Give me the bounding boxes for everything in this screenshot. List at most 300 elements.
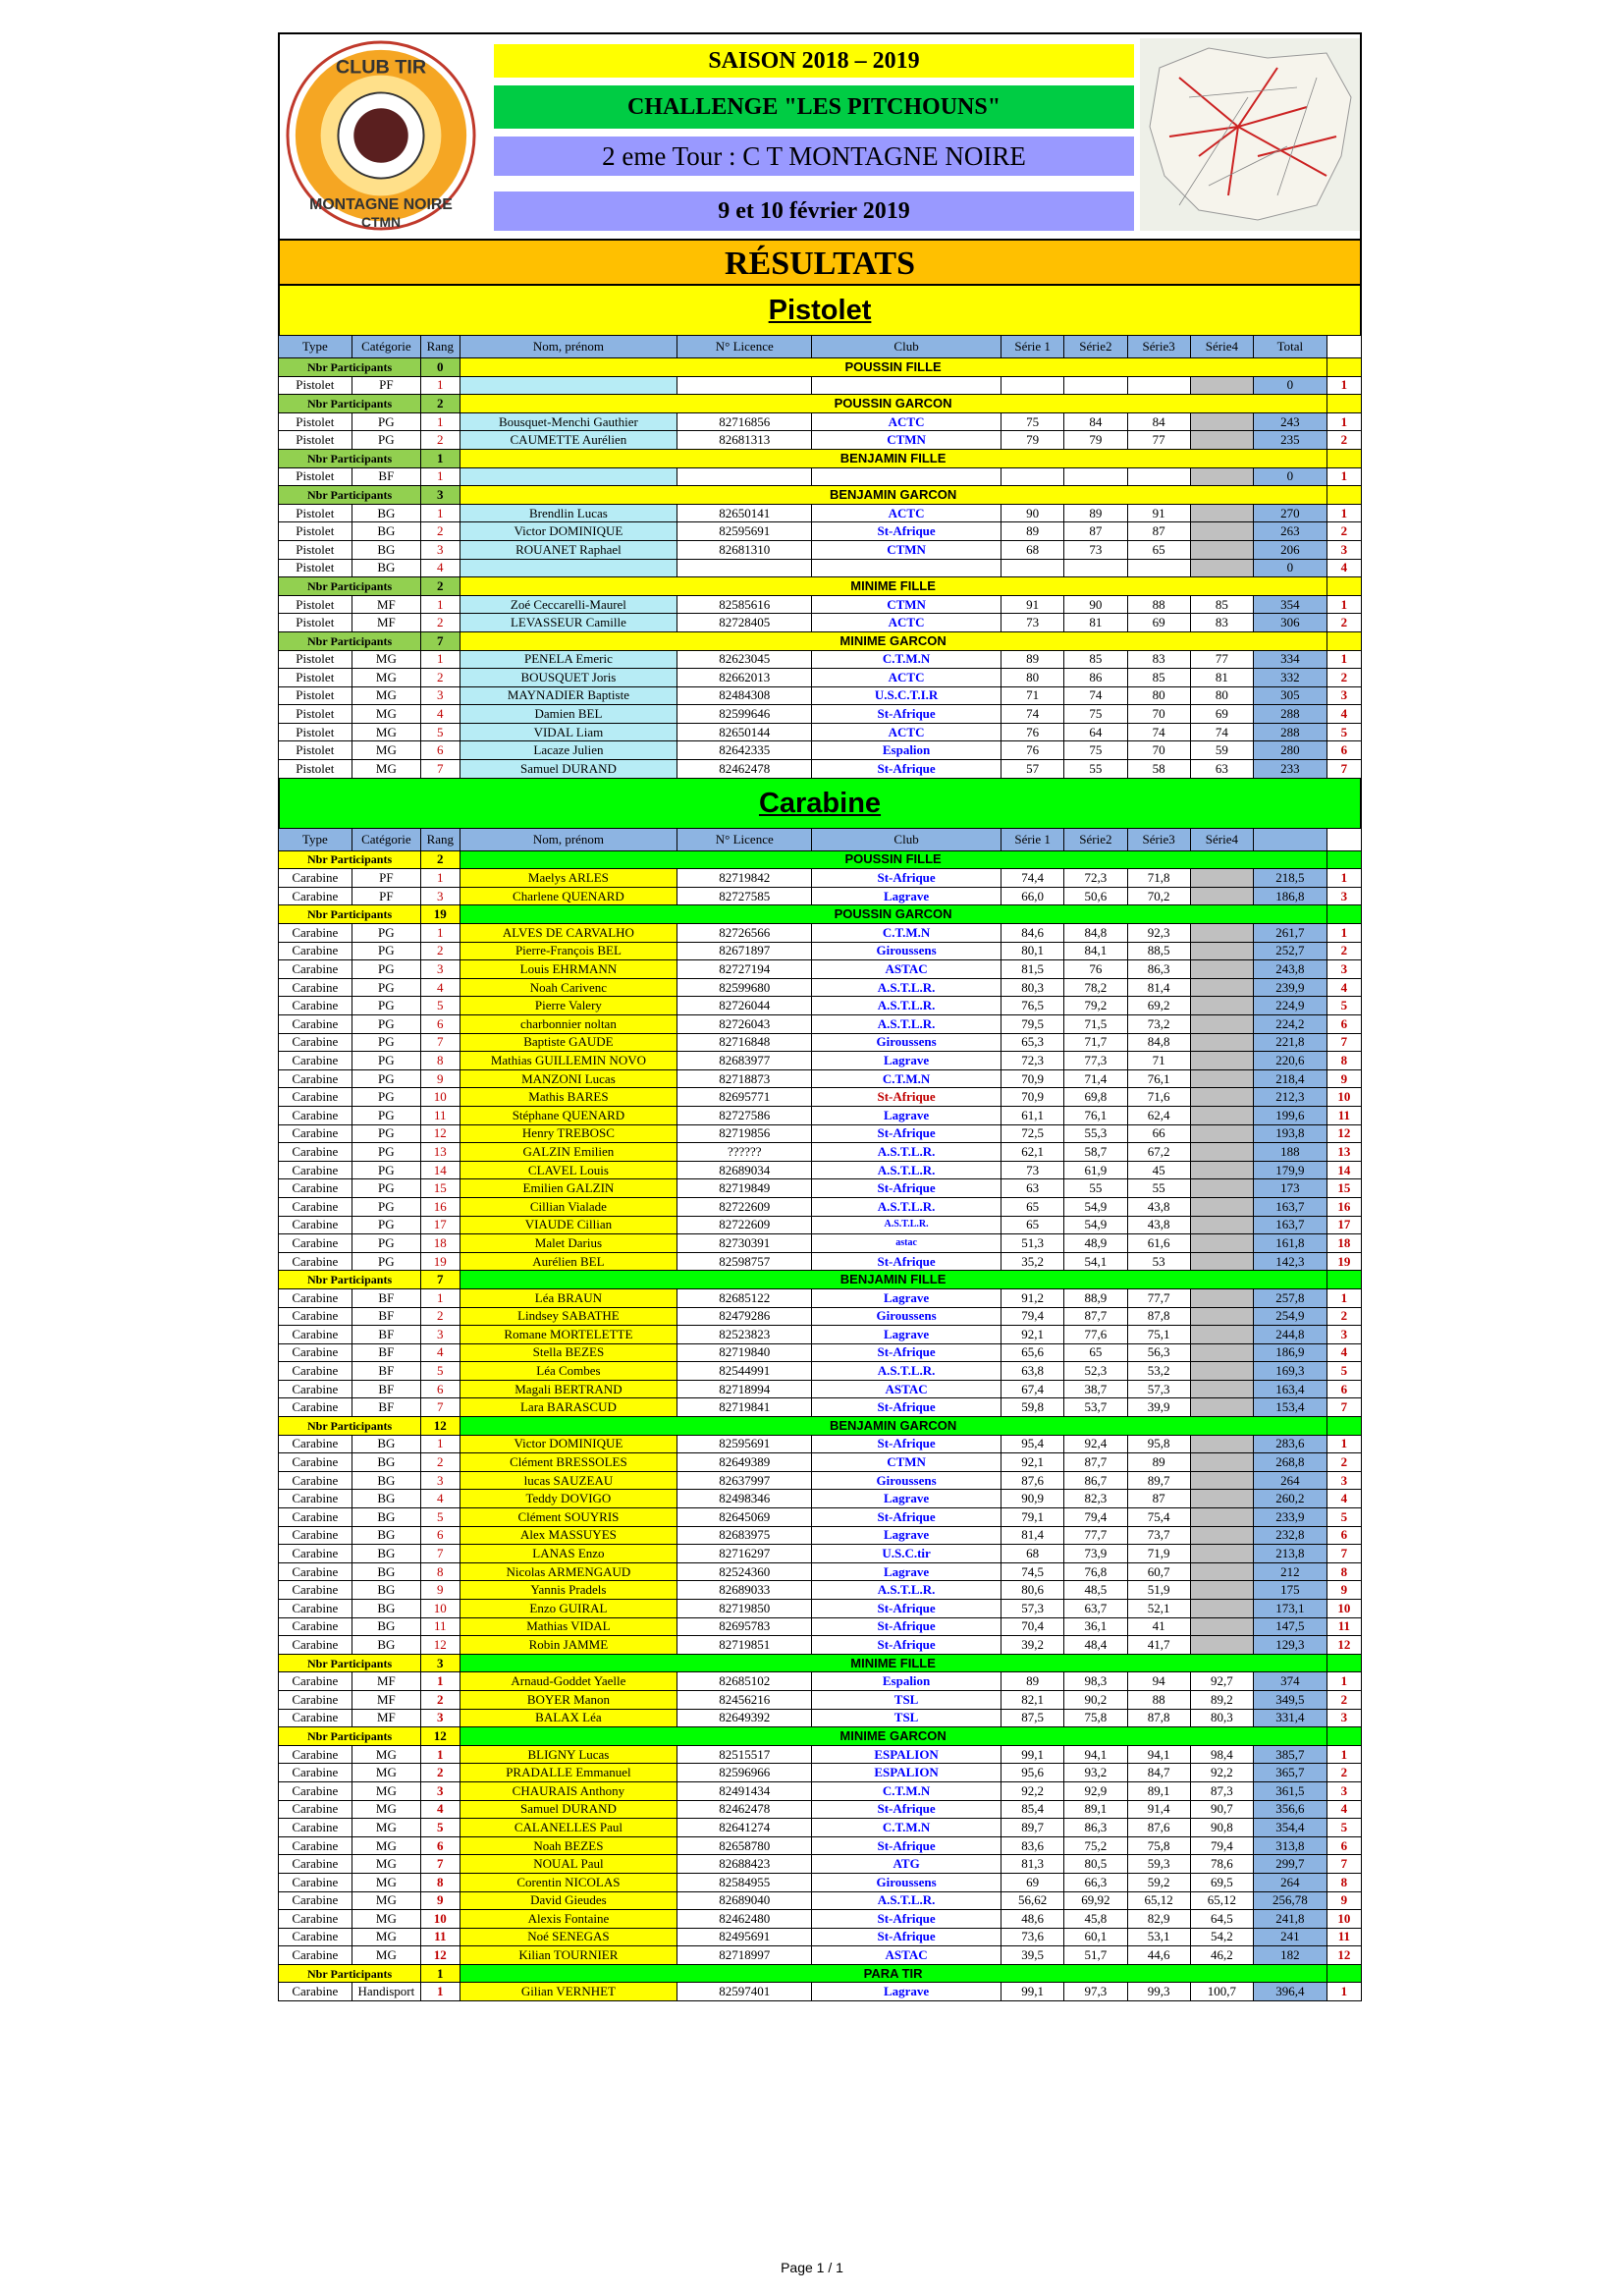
series-1-cell: 71 — [1001, 686, 1063, 705]
total-cell: 199,6 — [1254, 1106, 1327, 1124]
series-3-cell: 88 — [1127, 595, 1190, 614]
total-cell: 241,8 — [1254, 1910, 1327, 1929]
category-cell: BG — [352, 1471, 420, 1490]
category-cell: BG — [352, 1562, 420, 1581]
series-2-cell: 54,9 — [1064, 1216, 1127, 1234]
name-cell: Noé SENEGAS — [460, 1928, 677, 1946]
name-cell: Mathis BARES — [460, 1088, 677, 1107]
series-4-cell — [1190, 540, 1253, 559]
place-cell: 3 — [1326, 1471, 1361, 1490]
rank-cell: 7 — [421, 1855, 460, 1874]
result-row — [279, 1490, 1362, 1508]
place-cell: 7 — [1326, 1855, 1361, 1874]
rank-cell: 4 — [421, 1800, 460, 1819]
series-3-cell: 87,8 — [1127, 1709, 1190, 1727]
type-cell: Carabine — [279, 1490, 352, 1508]
club-logo — [284, 38, 478, 233]
rank-cell: 9 — [421, 1891, 460, 1910]
licence-cell: 82726044 — [677, 997, 812, 1015]
series-1-cell: 63,8 — [1001, 1362, 1063, 1381]
rank-cell: 11 — [421, 1106, 460, 1124]
rank-cell: 8 — [421, 1562, 460, 1581]
category-row — [279, 1727, 1362, 1746]
result-row — [279, 1307, 1362, 1326]
rank-cell: 1 — [421, 1983, 460, 2001]
place-cell: 1 — [1326, 1672, 1361, 1691]
rank-cell: 1 — [421, 924, 460, 943]
type-cell: Carabine — [279, 1179, 352, 1198]
series-3-cell: 84,8 — [1127, 1033, 1190, 1052]
column-header: Club — [812, 336, 1001, 358]
result-row — [279, 1709, 1362, 1727]
club-cell: St-Afrique — [812, 1088, 1001, 1107]
category-cell: PG — [352, 924, 420, 943]
series-3-cell: 59,3 — [1127, 1855, 1190, 1874]
category-fill — [1326, 1727, 1361, 1746]
name-cell: CAUMETTE Aurélien — [460, 431, 677, 450]
type-cell: Carabine — [279, 1526, 352, 1545]
column-header — [1326, 336, 1361, 358]
category-fill — [1326, 850, 1361, 869]
category-cell: PG — [352, 1052, 420, 1070]
type-cell: Pistolet — [279, 522, 352, 541]
column-header — [1254, 828, 1327, 850]
series-4-cell — [1190, 960, 1253, 979]
series-1-cell: 73,6 — [1001, 1928, 1063, 1946]
rank-cell: 5 — [421, 1508, 460, 1527]
total-cell: 193,8 — [1254, 1124, 1327, 1143]
total-cell: 288 — [1254, 705, 1327, 724]
rank-cell: 11 — [421, 1928, 460, 1946]
name-cell: ALVES DE CARVALHO — [460, 924, 677, 943]
type-cell: Carabine — [279, 1891, 352, 1910]
licence-cell: 82491434 — [677, 1781, 812, 1800]
series-1-cell: 84,6 — [1001, 924, 1063, 943]
licence-cell: 82730391 — [677, 1234, 812, 1253]
rank-cell: 17 — [421, 1216, 460, 1234]
series-1-cell: 73 — [1001, 614, 1063, 632]
series-4-cell — [1190, 1435, 1253, 1453]
total-cell: 361,5 — [1254, 1781, 1327, 1800]
name-cell: Mathias VIDAL — [460, 1617, 677, 1636]
series-3-cell: 71 — [1127, 1052, 1190, 1070]
total-cell: 396,4 — [1254, 1983, 1327, 2001]
series-1-cell: 79 — [1001, 431, 1063, 450]
place-cell: 2 — [1326, 1764, 1361, 1782]
category-fill — [1326, 905, 1361, 924]
name-cell: Alex MASSUYES — [460, 1526, 677, 1545]
series-3-cell: 94,1 — [1127, 1745, 1190, 1764]
name-cell: Malet Darius — [460, 1234, 677, 1253]
name-cell: Victor DOMINIQUE — [460, 522, 677, 541]
club-cell: St-Afrique — [812, 760, 1001, 779]
series-2-cell: 52,3 — [1064, 1362, 1127, 1381]
series-2-cell: 86,3 — [1064, 1819, 1127, 1837]
place-cell: 12 — [1326, 1946, 1361, 1965]
series-3-cell: 56,3 — [1127, 1343, 1190, 1362]
column-header: Catégorie — [352, 336, 420, 358]
place-cell: 5 — [1326, 1819, 1361, 1837]
category-cell: PG — [352, 431, 420, 450]
total-cell: 186,9 — [1254, 1343, 1327, 1362]
series-2-cell: 86 — [1064, 669, 1127, 687]
name-cell: Enzo GUIRAL — [460, 1600, 677, 1618]
type-cell: Carabine — [279, 1636, 352, 1655]
licence-cell: 82728405 — [677, 614, 812, 632]
column-header: Catégorie — [352, 828, 420, 850]
series-1-cell: 95,4 — [1001, 1435, 1063, 1453]
name-cell: Noah Carivenc — [460, 978, 677, 997]
licence-cell: 82688423 — [677, 1855, 812, 1874]
type-cell: Pistolet — [279, 559, 352, 577]
type-cell: Carabine — [279, 997, 352, 1015]
series-1-cell: 68 — [1001, 1545, 1063, 1563]
series-1-cell: 35,2 — [1001, 1252, 1063, 1271]
licence-cell: 82595691 — [677, 522, 812, 541]
results-sheet — [278, 32, 1362, 2001]
series-4-cell: 85 — [1190, 595, 1253, 614]
type-cell: Pistolet — [279, 760, 352, 779]
series-3-cell: 45 — [1127, 1161, 1190, 1179]
club-cell: Giroussens — [812, 1873, 1001, 1891]
series-2-cell: 82,3 — [1064, 1490, 1127, 1508]
series-4-cell — [1190, 1326, 1253, 1344]
series-3-cell: 88 — [1127, 1690, 1190, 1709]
licence-cell: 82599680 — [677, 978, 812, 997]
series-4-cell — [1190, 522, 1253, 541]
rank-cell: 15 — [421, 1179, 460, 1198]
series-2-cell: 92,9 — [1064, 1781, 1127, 1800]
club-cell: A.S.T.L.R. — [812, 1362, 1001, 1381]
total-cell: 260,2 — [1254, 1490, 1327, 1508]
total-cell: 257,8 — [1254, 1288, 1327, 1307]
series-4-cell — [1190, 1161, 1253, 1179]
series-1-cell: 99,1 — [1001, 1983, 1063, 2001]
category-cell: BG — [352, 1508, 420, 1527]
series-3-cell: 94 — [1127, 1672, 1190, 1691]
column-header: N° Licence — [677, 828, 812, 850]
series-4-cell: 92,2 — [1190, 1764, 1253, 1782]
series-4-cell: 59 — [1190, 741, 1253, 760]
licence-cell: 82716856 — [677, 412, 812, 431]
club-cell: A.S.T.L.R. — [812, 1161, 1001, 1179]
type-cell: Carabine — [279, 1143, 352, 1162]
name-cell: Aurélien BEL — [460, 1252, 677, 1271]
club-cell: A.S.T.L.R. — [812, 1143, 1001, 1162]
category-name: MINIME GARCON — [460, 631, 1326, 650]
total-cell: 224,2 — [1254, 1015, 1327, 1034]
total-cell: 256,78 — [1254, 1891, 1327, 1910]
series-4-cell — [1190, 1234, 1253, 1253]
series-1-cell: 66,0 — [1001, 887, 1063, 905]
place-cell: 4 — [1326, 705, 1361, 724]
club-cell: A.S.T.L.R. — [812, 1216, 1001, 1234]
licence-cell: 82719841 — [677, 1398, 812, 1417]
series-2-cell: 93,2 — [1064, 1764, 1127, 1782]
result-row — [279, 1600, 1362, 1618]
series-2-cell: 74 — [1064, 686, 1127, 705]
logo-bottom-text: MONTAGNE NOIRE — [309, 196, 453, 214]
name-cell: Romane MORTELETTE — [460, 1326, 677, 1344]
series-3-cell: 87,6 — [1127, 1819, 1190, 1837]
place-cell: 1 — [1326, 595, 1361, 614]
licence-cell: 82642335 — [677, 741, 812, 760]
type-cell: Carabine — [279, 1052, 352, 1070]
place-cell: 7 — [1326, 760, 1361, 779]
result-row — [279, 1690, 1362, 1709]
result-row — [279, 376, 1362, 395]
total-cell: 153,4 — [1254, 1398, 1327, 1417]
rank-cell: 7 — [421, 1033, 460, 1052]
club-cell: CTMN — [812, 1453, 1001, 1472]
column-header: N° Licence — [677, 336, 812, 358]
type-cell: Carabine — [279, 1069, 352, 1088]
rank-cell: 3 — [421, 1781, 460, 1800]
type-cell: Carabine — [279, 1398, 352, 1417]
licence-cell: 82726566 — [677, 924, 812, 943]
series-3-cell: 62,4 — [1127, 1106, 1190, 1124]
participants-label: Nbr Participants — [279, 631, 421, 650]
series-2-cell: 55 — [1064, 760, 1127, 779]
category-cell: PG — [352, 1015, 420, 1034]
rank-cell: 2 — [421, 1453, 460, 1472]
total-cell: 263 — [1254, 522, 1327, 541]
series-1-cell — [1001, 376, 1063, 395]
rank-cell: 1 — [421, 1745, 460, 1764]
series-1-cell: 68 — [1001, 540, 1063, 559]
name-cell: Charlene QUENARD — [460, 887, 677, 905]
name-cell: BOYER Manon — [460, 1690, 677, 1709]
name-cell: Léa Combes — [460, 1362, 677, 1381]
type-cell: Carabine — [279, 1672, 352, 1691]
series-2-cell: 73 — [1064, 540, 1127, 559]
type-cell: Pistolet — [279, 467, 352, 486]
category-cell: PG — [352, 1234, 420, 1253]
licence-cell: 82650144 — [677, 723, 812, 741]
column-header: Total — [1254, 336, 1327, 358]
participants-label: Nbr Participants — [279, 486, 421, 505]
total-cell: 264 — [1254, 1471, 1327, 1490]
place-cell: 2 — [1326, 942, 1361, 960]
licence-cell: 82479286 — [677, 1307, 812, 1326]
type-cell: Pistolet — [279, 705, 352, 724]
header-row — [279, 828, 1362, 850]
type-cell: Pistolet — [279, 614, 352, 632]
rank-cell: 1 — [421, 376, 460, 395]
club-cell: A.S.T.L.R. — [812, 1015, 1001, 1034]
type-cell: Carabine — [279, 1910, 352, 1929]
category-cell: BF — [352, 1380, 420, 1398]
category-row — [279, 631, 1362, 650]
series-3-cell: 75,4 — [1127, 1508, 1190, 1527]
type-cell: Carabine — [279, 1836, 352, 1855]
series-2-cell: 58,7 — [1064, 1143, 1127, 1162]
category-cell: MG — [352, 1855, 420, 1874]
total-cell: 163,7 — [1254, 1197, 1327, 1216]
result-row — [279, 522, 1362, 541]
category-cell: MG — [352, 1819, 420, 1837]
rank-cell: 10 — [421, 1088, 460, 1107]
place-cell: 4 — [1326, 1490, 1361, 1508]
name-cell: CALANELLES Paul — [460, 1819, 677, 1837]
series-2-cell: 81 — [1064, 614, 1127, 632]
series-3-cell: 73,7 — [1127, 1526, 1190, 1545]
place-cell: 4 — [1326, 559, 1361, 577]
name-cell: Yannis Pradels — [460, 1581, 677, 1600]
series-4-cell — [1190, 467, 1253, 486]
type-cell: Carabine — [279, 1764, 352, 1782]
licence-cell: 82524360 — [677, 1562, 812, 1581]
series-3-cell: 58 — [1127, 760, 1190, 779]
type-cell: Carabine — [279, 1545, 352, 1563]
result-row — [279, 978, 1362, 997]
rank-cell: 10 — [421, 1600, 460, 1618]
licence-cell: 82727194 — [677, 960, 812, 979]
name-cell: lucas SAUZEAU — [460, 1471, 677, 1490]
type-cell: Pistolet — [279, 686, 352, 705]
column-header: Série2 — [1064, 828, 1127, 850]
place-cell: 8 — [1326, 1873, 1361, 1891]
name-cell: Samuel DURAND — [460, 1800, 677, 1819]
participants-label: Nbr Participants — [279, 1964, 421, 1983]
result-row — [279, 1197, 1362, 1216]
rank-cell: 11 — [421, 1617, 460, 1636]
series-2-cell — [1064, 376, 1127, 395]
place-cell: 1 — [1326, 1288, 1361, 1307]
column-header: Nom, prénom — [460, 336, 677, 358]
place-cell: 13 — [1326, 1143, 1361, 1162]
licence-cell: 82598757 — [677, 1252, 812, 1271]
category-cell: BF — [352, 467, 420, 486]
rank-cell: 5 — [421, 997, 460, 1015]
name-cell: Magali BERTRAND — [460, 1380, 677, 1398]
result-row — [279, 1636, 1362, 1655]
series-1-cell: 87,6 — [1001, 1471, 1063, 1490]
series-4-cell — [1190, 1398, 1253, 1417]
series-1-cell: 81,4 — [1001, 1526, 1063, 1545]
result-row — [279, 1252, 1362, 1271]
series-4-cell — [1190, 924, 1253, 943]
participants-count: 7 — [421, 631, 460, 650]
series-2-cell: 88,9 — [1064, 1288, 1127, 1307]
series-4-cell — [1190, 869, 1253, 888]
category-row — [279, 1964, 1362, 1983]
series-4-cell: 90,7 — [1190, 1800, 1253, 1819]
category-cell: PG — [352, 1216, 420, 1234]
column-header: Rang — [421, 828, 460, 850]
club-cell: Giroussens — [812, 942, 1001, 960]
category-cell: MG — [352, 1800, 420, 1819]
result-row — [279, 1161, 1362, 1179]
category-name: POUSSIN GARCON — [460, 905, 1326, 924]
category-cell: BG — [352, 1545, 420, 1563]
licence-cell: 82585616 — [677, 595, 812, 614]
name-cell: Damien BEL — [460, 705, 677, 724]
category-name: BENJAMIN FILLE — [460, 449, 1326, 467]
series-4-cell: 98,4 — [1190, 1745, 1253, 1764]
result-row — [279, 1234, 1362, 1253]
series-1-cell: 69 — [1001, 1873, 1063, 1891]
series-4-cell — [1190, 1088, 1253, 1107]
name-cell: CLAVEL Louis — [460, 1161, 677, 1179]
results-banner: RÉSULTATS — [278, 239, 1362, 286]
series-2-cell: 84,1 — [1064, 942, 1127, 960]
result-row — [279, 1562, 1362, 1581]
licence-cell: 82719856 — [677, 1124, 812, 1143]
place-cell: 1 — [1326, 1435, 1361, 1453]
series-3-cell: 81,4 — [1127, 978, 1190, 997]
rank-cell: 9 — [421, 1581, 460, 1600]
series-1-cell: 91,2 — [1001, 1288, 1063, 1307]
rank-cell: 1 — [421, 1435, 460, 1453]
category-cell: BG — [352, 559, 420, 577]
club-cell: St-Afrique — [812, 522, 1001, 541]
total-cell: 305 — [1254, 686, 1327, 705]
series-3-cell: 70 — [1127, 705, 1190, 724]
type-cell: Carabine — [279, 942, 352, 960]
licence-cell: 82599646 — [677, 705, 812, 724]
result-row — [279, 504, 1362, 522]
place-cell: 9 — [1326, 1891, 1361, 1910]
licence-cell: 82689040 — [677, 1891, 812, 1910]
series-2-cell: 94,1 — [1064, 1745, 1127, 1764]
category-cell: MF — [352, 595, 420, 614]
category-cell: BG — [352, 1617, 420, 1636]
type-cell: Carabine — [279, 1471, 352, 1490]
column-header: Série2 — [1064, 336, 1127, 358]
series-1-cell: 80,3 — [1001, 978, 1063, 997]
region-map — [1140, 38, 1360, 231]
place-cell: 2 — [1326, 1690, 1361, 1709]
category-cell: BF — [352, 1288, 420, 1307]
rank-cell: 6 — [421, 1836, 460, 1855]
series-1-cell: 91 — [1001, 595, 1063, 614]
licence-cell: 82685122 — [677, 1288, 812, 1307]
series-2-cell: 75 — [1064, 741, 1127, 760]
series-4-cell — [1190, 412, 1253, 431]
licence-cell: 82681313 — [677, 431, 812, 450]
licence-cell: 82718873 — [677, 1069, 812, 1088]
series-4-cell — [1190, 1343, 1253, 1362]
category-row — [279, 905, 1362, 924]
series-1-cell: 65 — [1001, 1216, 1063, 1234]
series-2-cell: 79,4 — [1064, 1508, 1127, 1527]
place-cell: 2 — [1326, 669, 1361, 687]
column-header: Rang — [421, 336, 460, 358]
result-row — [279, 960, 1362, 979]
place-cell: 1 — [1326, 924, 1361, 943]
name-cell: NOUAL Paul — [460, 1855, 677, 1874]
rank-cell: 6 — [421, 741, 460, 760]
rank-cell: 19 — [421, 1252, 460, 1271]
category-fill — [1326, 1417, 1361, 1436]
total-cell: 241 — [1254, 1928, 1327, 1946]
place-cell: 5 — [1326, 997, 1361, 1015]
rank-cell: 1 — [421, 467, 460, 486]
series-4-cell: 79,4 — [1190, 1836, 1253, 1855]
total-cell: 280 — [1254, 741, 1327, 760]
category-cell: PG — [352, 1161, 420, 1179]
category-name: MINIME GARCON — [460, 1727, 1326, 1746]
series-2-cell: 78,2 — [1064, 978, 1127, 997]
series-4-cell — [1190, 1362, 1253, 1381]
series-3-cell: 80 — [1127, 686, 1190, 705]
category-cell: MG — [352, 1910, 420, 1929]
club-cell: ACTC — [812, 504, 1001, 522]
series-4-cell — [1190, 1636, 1253, 1655]
series-2-cell: 87,7 — [1064, 1307, 1127, 1326]
series-1-cell: 92,1 — [1001, 1453, 1063, 1472]
